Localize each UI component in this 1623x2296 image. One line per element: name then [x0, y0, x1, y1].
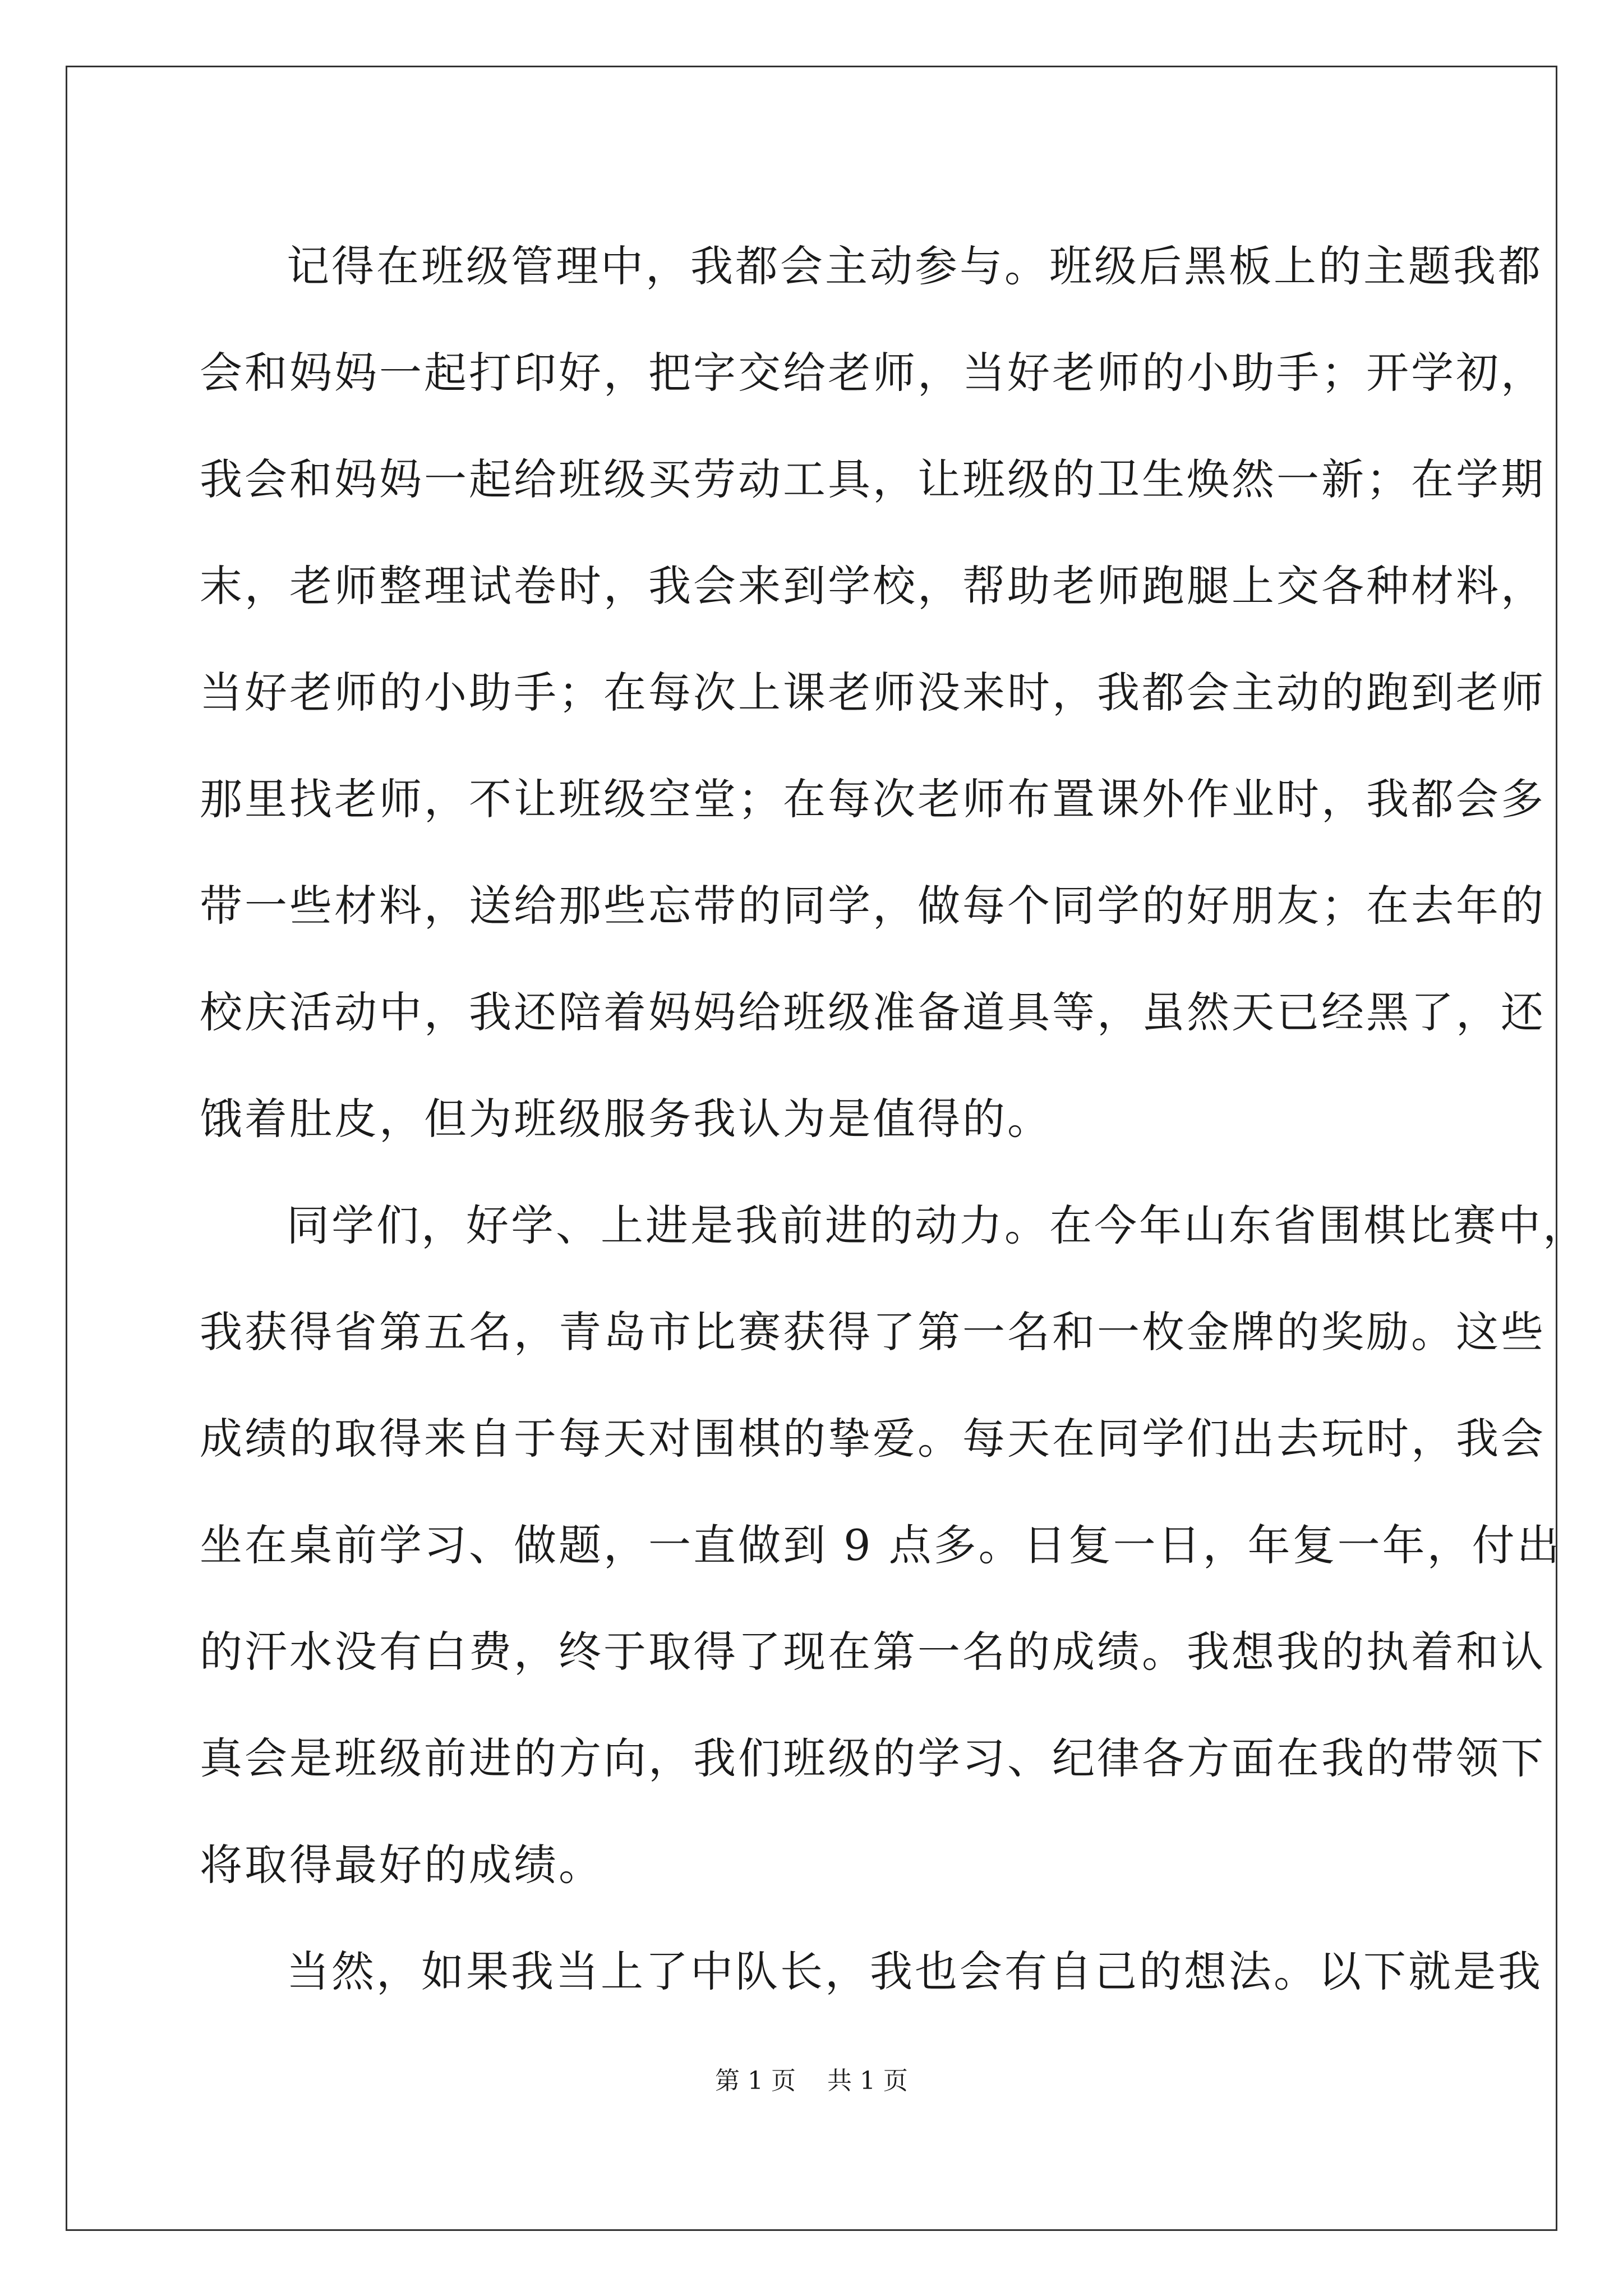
text-line: 当好老师的小助手；在每次上课老师没来时，我都会主动的跑到老师	[200, 668, 1546, 717]
page-number-footer: 第 1 页 共 1 页	[715, 2067, 908, 2095]
text-line: 当然，如果我当上了中队长，我也会有自己的想法。以下就是我	[287, 1947, 1543, 1996]
text-line: 真会是班级前进的方向，我们班级的学习、纪律各方面在我的带领下	[200, 1733, 1546, 1783]
text-line: 我会和妈妈一起给班级买劳动工具，让班级的卫生焕然一新；在学期	[200, 454, 1546, 504]
text-line: 记得在班级管理中，我都会主动参与。班级后黑板上的主题我都	[287, 241, 1543, 291]
text-line: 校庆活动中，我还陪着妈妈给班级准备道具等，虽然天已经黑了，还	[200, 987, 1546, 1037]
text-line: 饿着肚皮，但为班级服务我认为是值得的。	[200, 1094, 1052, 1144]
paragraph-3	[200, 1918, 1543, 2025]
document-body	[200, 213, 1588, 2025]
text-line: 的汗水没有白费，终于取得了现在第一名的成绩。我想我的执着和认	[200, 1627, 1546, 1677]
text-line: 那里找老师，不让班级空堂；在每次老师布置课外作业时，我都会多	[200, 774, 1546, 824]
text-line: 末，老师整理试卷时，我会来到学校，帮助老师跑腿上交各种材料，	[200, 561, 1546, 611]
paragraph-1	[200, 213, 1546, 1172]
text-line: 会和妈妈一起打印好，把字交给老师，当好老师的小助手；开学初，	[200, 348, 1546, 398]
text-line: 同学们，好学、上进是我前进的动力。在今年山东省围棋比赛中，	[287, 1200, 1588, 1250]
text-line: 我获得省第五名，青岛市比赛获得了第一名和一枚金牌的奖励。这些	[200, 1307, 1546, 1357]
text-line: 将取得最好的成绩。	[200, 1840, 603, 1890]
paragraph-2	[200, 1172, 1588, 1918]
text-line: 带一些材料，送给那些忘带的同学，做每个同学的好朋友；在去年的	[200, 881, 1546, 931]
text-line: 成绩的取得来自于每天对围棋的挚爱。每天在同学们出去玩时，我会	[200, 1414, 1546, 1464]
text-line: 坐在桌前学习、做题，一直做到 9 点多。日复一日，年复一年，付出	[200, 1520, 1562, 1570]
